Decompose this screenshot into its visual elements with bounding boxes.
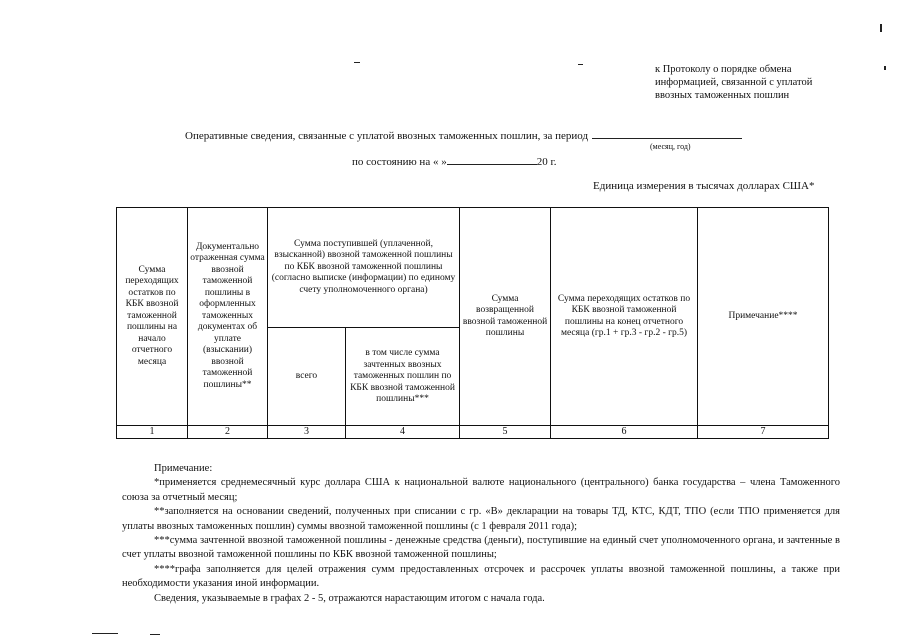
scan-mark [578,64,583,65]
col-received-offset: в том числе сумма зачтенных ввозных таможенных пошлин по КБК ввозной таможенной пошлины*** [346,328,460,426]
column-number: 5 [460,426,551,439]
note-3: ***сумма зачтенной ввозной таможенной пошлины - денежные средства (деньги), поступившие на единый счет уполномоченного органа, и зачтенные в счет уплаты ввозной таможенной пошлины по КБК ввозной таможенной пошлины; [122,535,840,561]
report-table [116,207,829,439]
note-1: *применяется среднемесячный курс доллара США к национальной валюте национального (центрального) банка государства – члена Таможенного союза за отчетный месяц; [122,477,840,503]
column-number: 2 [188,426,268,439]
column-number: 6 [551,426,698,439]
note-5: Сведения, указываемые в графах 2 - 5, отражаются нарастающим итогом с начала года. [154,592,545,604]
column-number: 3 [268,426,346,439]
period-field [592,129,742,139]
col-opening-balance: Сумма переходящих остатков по КБК ввозной таможенной пошлины на начало отчетного месяца [117,208,188,426]
as-of-prefix: по состоянию на « » [352,156,447,168]
notes-section [122,462,840,606]
scan-mark [354,62,360,63]
col-received-amount-header: Сумма поступившей (уплаченной, взысканной) ввозной таможенной пошлины по КБК ввозной таможенной пошлины (согласно выписке (информации) по единому счету уполномоченного органа) [268,208,460,328]
title-text: Оперативные сведения, связанные с уплатой ввозных таможенных пошлин, за период [185,130,589,142]
scan-mark [884,66,886,70]
column-number: 1 [117,426,188,439]
col-received-total: всего [268,328,346,426]
attachment-note: к Протоколу о порядке обмена информацией, связанной с уплатой ввозных таможенных пошлин [655,64,813,101]
column-number: 7 [698,426,829,439]
column-number: 4 [346,426,460,439]
period-hint: (месяц, год) [650,142,691,151]
scan-mark [150,634,160,635]
column-numbers-row [117,426,829,439]
col-closing-balance: Сумма переходящих остатков по КБК ввозной таможенной пошлины на конец отчетного месяца (гр.1 + гр.3 - гр.2 - гр.5) [551,208,698,426]
unit-of-measure: Единица измерения в тысячах долларах США* [593,180,815,192]
as-of-year: 20 г. [536,156,557,168]
notes-heading: Примечание: [154,463,213,474]
col-returned-amount: Сумма возвращенной ввозной таможенной пошлины [460,208,551,426]
col-remarks: Примечание**** [698,208,829,426]
note-2: **заполняется на основании сведений, полученных при списании с гр. «В» декларации на товары ТД, КТС, КДТ, ТПО (если ТПО применяется для уплаты ввозных таможенных пошлин) суммы ввозной таможенной пошлины (с 1 февраля 2011 года); [122,506,840,532]
col-documented-amount: Документально отраженная сумма ввозной таможенной пошлины в оформленных таможенных документах об уплате (взыскании) ввозной таможенной пошлины** [188,208,268,426]
as-of-date [352,155,556,168]
note-4: ****графа заполняется для целей отражения сумм предоставленных отсрочек и рассрочек уплаты ввозной таможенной пошлины, а также при необходимости указания иной информации. [122,563,840,590]
scan-mark [880,24,882,32]
date-field [447,155,537,165]
document-title [185,129,742,142]
scan-mark [92,633,118,634]
